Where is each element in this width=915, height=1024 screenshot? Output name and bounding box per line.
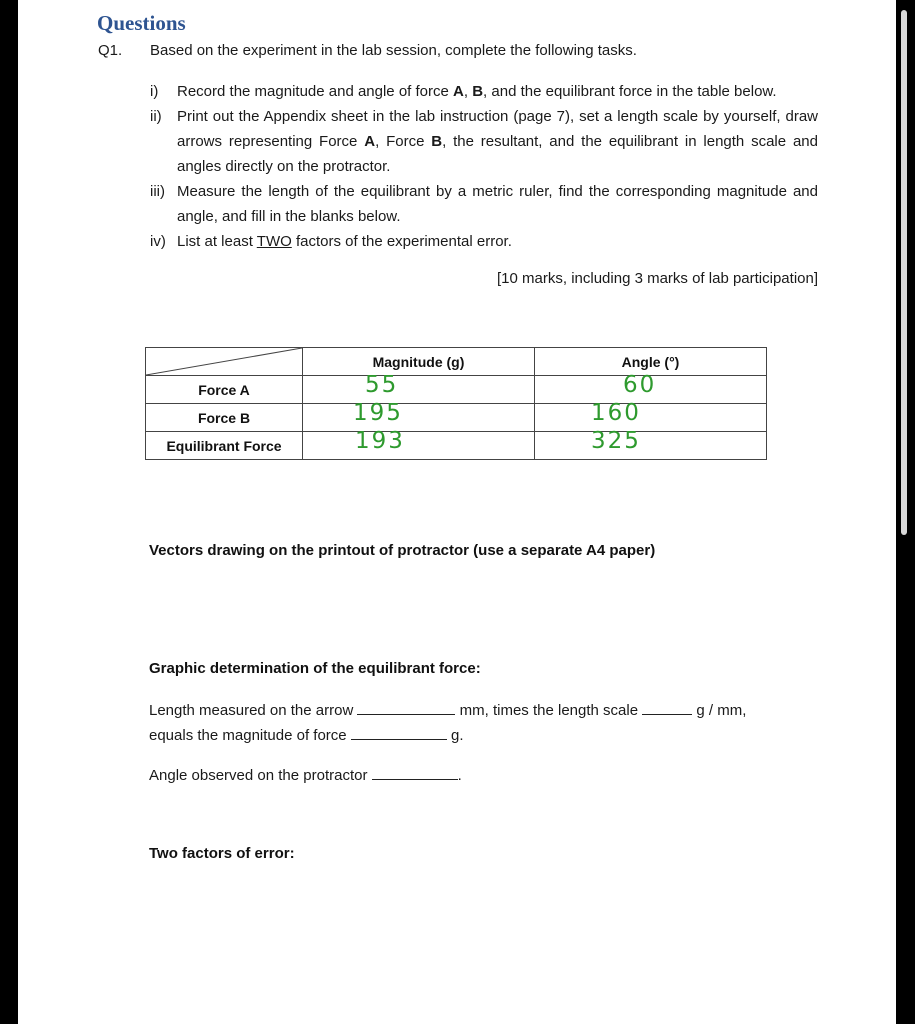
vectors-title: Vectors drawing on the printout of protractor (use a separate A4 paper) xyxy=(149,542,656,559)
header-angle: Angle (°) xyxy=(535,348,767,376)
table-row xyxy=(146,432,767,460)
marks-note: [10 marks, including 3 marks of lab participation] xyxy=(497,270,818,287)
table-row xyxy=(146,404,767,432)
task-number: iii) xyxy=(150,183,165,200)
magnitude-cell xyxy=(303,400,535,432)
angle-cell xyxy=(535,372,767,404)
blank-field[interactable] xyxy=(351,726,447,740)
magnitude-cell xyxy=(303,372,535,404)
row-label: Force A xyxy=(146,376,303,404)
task-number: ii) xyxy=(150,108,162,125)
table-row xyxy=(146,376,767,404)
equals-line: equals the magnitude of force g. xyxy=(149,727,464,744)
task-ii: ii) Print out the Appendix sheet in the lab instruction (page 7), set a length scale by yourself, draw arrows representing Force A, Force B, the resultant, and the equilibrant in length scale and angles directly on the protractor. xyxy=(150,104,818,179)
angle-cell xyxy=(535,428,767,460)
blank-field[interactable] xyxy=(372,766,458,780)
diagonal-line-icon xyxy=(146,348,302,375)
task-iv: iv) List at least TWO factors of the experimental error. xyxy=(150,229,818,254)
task-number: iv) xyxy=(150,233,166,250)
header-magnitude: Magnitude (g) xyxy=(303,348,535,376)
blank-field[interactable] xyxy=(642,701,692,715)
question-text: Based on the experiment in the lab session, complete the following tasks. xyxy=(150,42,637,59)
table-corner-cell xyxy=(146,348,303,376)
handwritten-value: 195 xyxy=(353,400,403,426)
results-table xyxy=(145,347,767,460)
graphic-title: Graphic determination of the equilibrant force: xyxy=(149,660,481,677)
vertical-scrollbar[interactable] xyxy=(901,10,907,535)
page-title: Questions xyxy=(97,11,186,35)
angle-cell xyxy=(535,400,767,432)
task-i: i) Record the magnitude and angle of force A, B, and the equilibrant force in the table below. xyxy=(150,79,818,104)
blank-field[interactable] xyxy=(357,701,455,715)
row-label: Equilibrant Force xyxy=(146,432,303,460)
length-line: Length measured on the arrow mm, times the length scale g / mm, xyxy=(149,702,747,719)
angle-line: Angle observed on the protractor . xyxy=(149,767,462,784)
question-number: Q1. xyxy=(98,42,123,59)
handwritten-value: 60 xyxy=(623,372,657,398)
handwritten-value: 160 xyxy=(591,400,641,426)
handwritten-value: 325 xyxy=(591,428,641,454)
magnitude-cell xyxy=(303,428,535,460)
handwritten-value: 55 xyxy=(365,372,399,398)
row-label: Force B xyxy=(146,404,303,432)
task-iii: iii) Measure the length of the equilibrant by a metric ruler, find the corresponding magnitude and angle, and fill in the blanks below. xyxy=(150,179,818,229)
errors-title: Two factors of error: xyxy=(149,845,295,862)
task-number: i) xyxy=(150,83,159,100)
document-page xyxy=(18,0,896,1024)
handwritten-value: 193 xyxy=(355,428,405,454)
